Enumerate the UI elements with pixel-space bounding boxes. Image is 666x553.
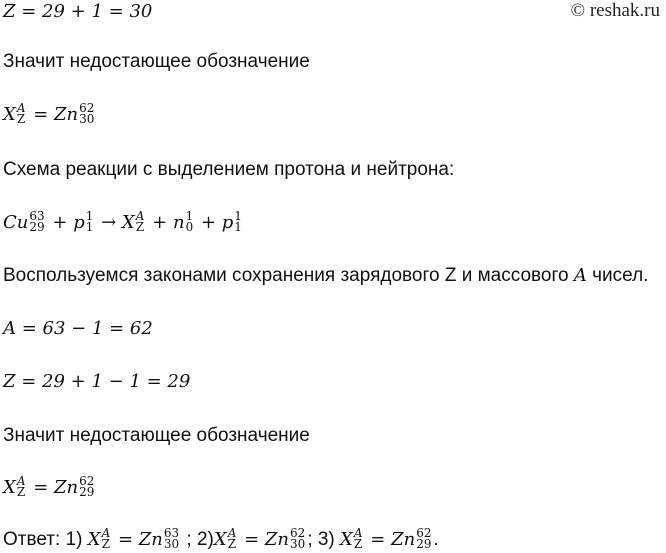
conservation-text: Воспользуемся законами сохранения зарядового Z и массового A чисел. [3,265,649,286]
equation-z-first: Z = 29 + 1 = 30 [3,1,153,22]
watermark: © reshak.ru [570,0,660,21]
scheme-title: Схема реакции с выделением протона и нейтрона: [3,159,455,180]
conclusion-text-2: Значит недостающее обозначение [3,425,310,446]
equation-a: A = 63 − 1 = 62 [3,318,153,339]
conclusion-text-1: Значит недостающее обозначение [3,51,310,72]
result-equation-1: X A Z = Zn 62 30 [3,101,95,126]
result-equation-2: X A Z = Zn 62 29 [3,474,95,499]
reaction-equation: Cu 63 29 + p 1 1 → X A Z + n 1 0 + p 1 1 [3,209,242,234]
equation-z-second: Z = 29 + 1 − 1 = 29 [3,371,191,392]
answer-line: Ответ: 1) X A Z = Zn 63 30 ; 2)X A Z = Zn 62 30 ; 3) X A Z = Zn 62 29 . [3,526,439,551]
